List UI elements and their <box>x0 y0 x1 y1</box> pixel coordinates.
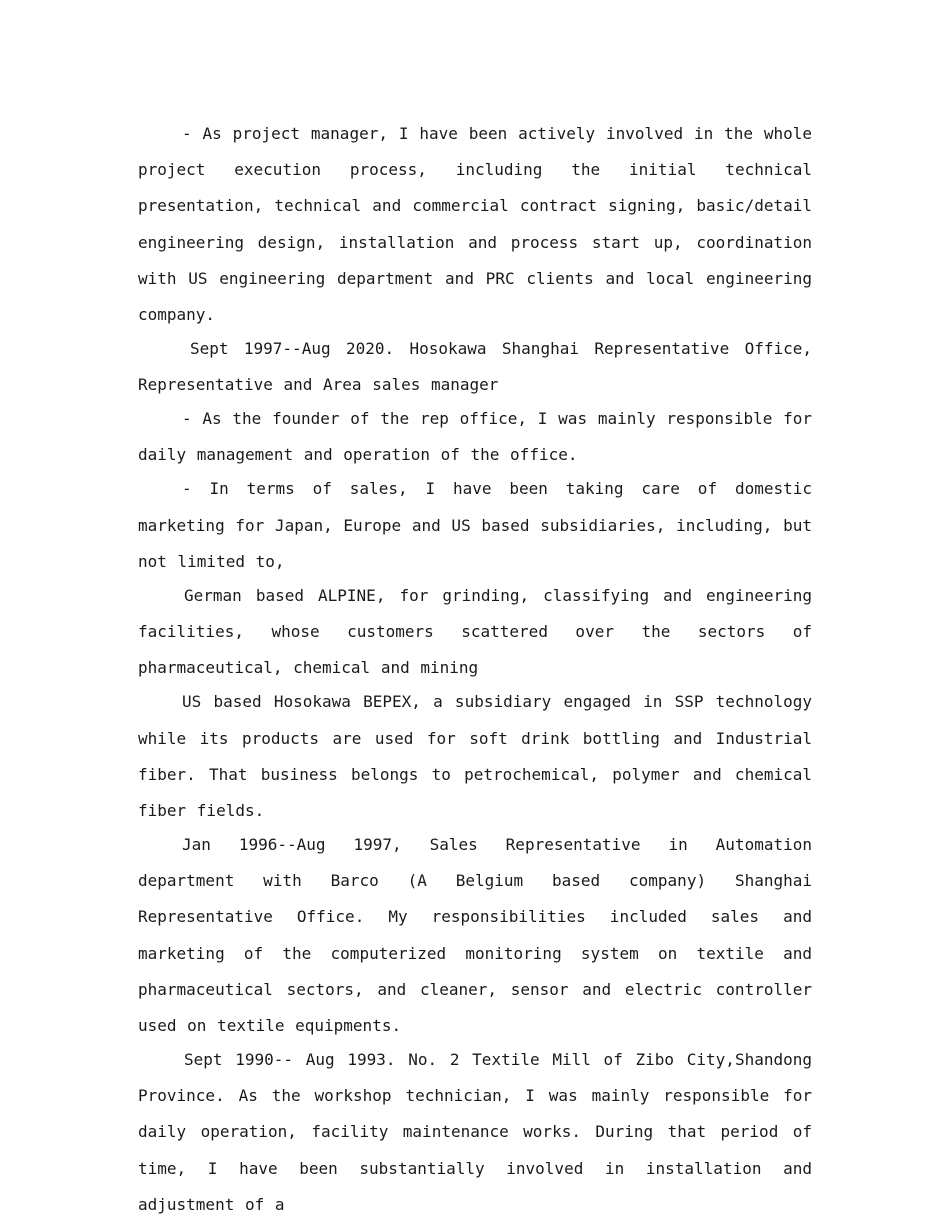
paragraph-textile-mill: Sept 1990-- Aug 1993. No. 2 Textile Mill of Zibo City,Shandong Province. As the workshop technician, I was mainly responsible for daily operation, facility maintenance works. During that period of time, I have been substantially involved in installation and adjustment of a <box>138 1049 812 1214</box>
paragraph-alpine: German based ALPINE, for grinding, classifying and engineering facilities, whose customers scattered over the sectors of pharmaceutical, chemical and mining <box>138 585 812 678</box>
paragraph-project-manager: - As project manager, I have been actively involved in the whole project execution process, including the initial technical presentation, technical and commercial contract signing, basic/detail engineering design, installation and process start up, coordination with US engineering department and PRC clients and local engineering company. <box>138 124 812 325</box>
paragraph-barco: Jan 1996--Aug 1997, Sales Representative in Automation department with Barco (A Belgium based company) Shanghai Representative Office. My responsibilities included sales and marketing of the computerized monitoring system on textile and pharmaceutical sectors, and cleaner, sensor and electric controller used on textile equipments. <box>138 834 812 1035</box>
paragraph-sales: - In terms of sales, I have been taking care of domestic marketing for Japan, Europe and US based subsidiaries, including, but not limited to, <box>138 479 812 571</box>
paragraph-founder: - As the founder of the rep office, I was mainly responsible for daily management and operation of the office. <box>138 409 812 465</box>
paragraph-hosokawa-heading: Sept 1997--Aug 2020. Hosokawa Shanghai Representative Office, Representative and Area sales manager <box>138 339 812 395</box>
document-page <box>138 116 812 1221</box>
paragraph-bepex: US based Hosokawa BEPEX, a subsidiary engaged in SSP technology while its products are used for soft drink bottling and Industrial fiber. That business belongs to petrochemical, polymer and chemical fiber fields. <box>138 692 812 820</box>
